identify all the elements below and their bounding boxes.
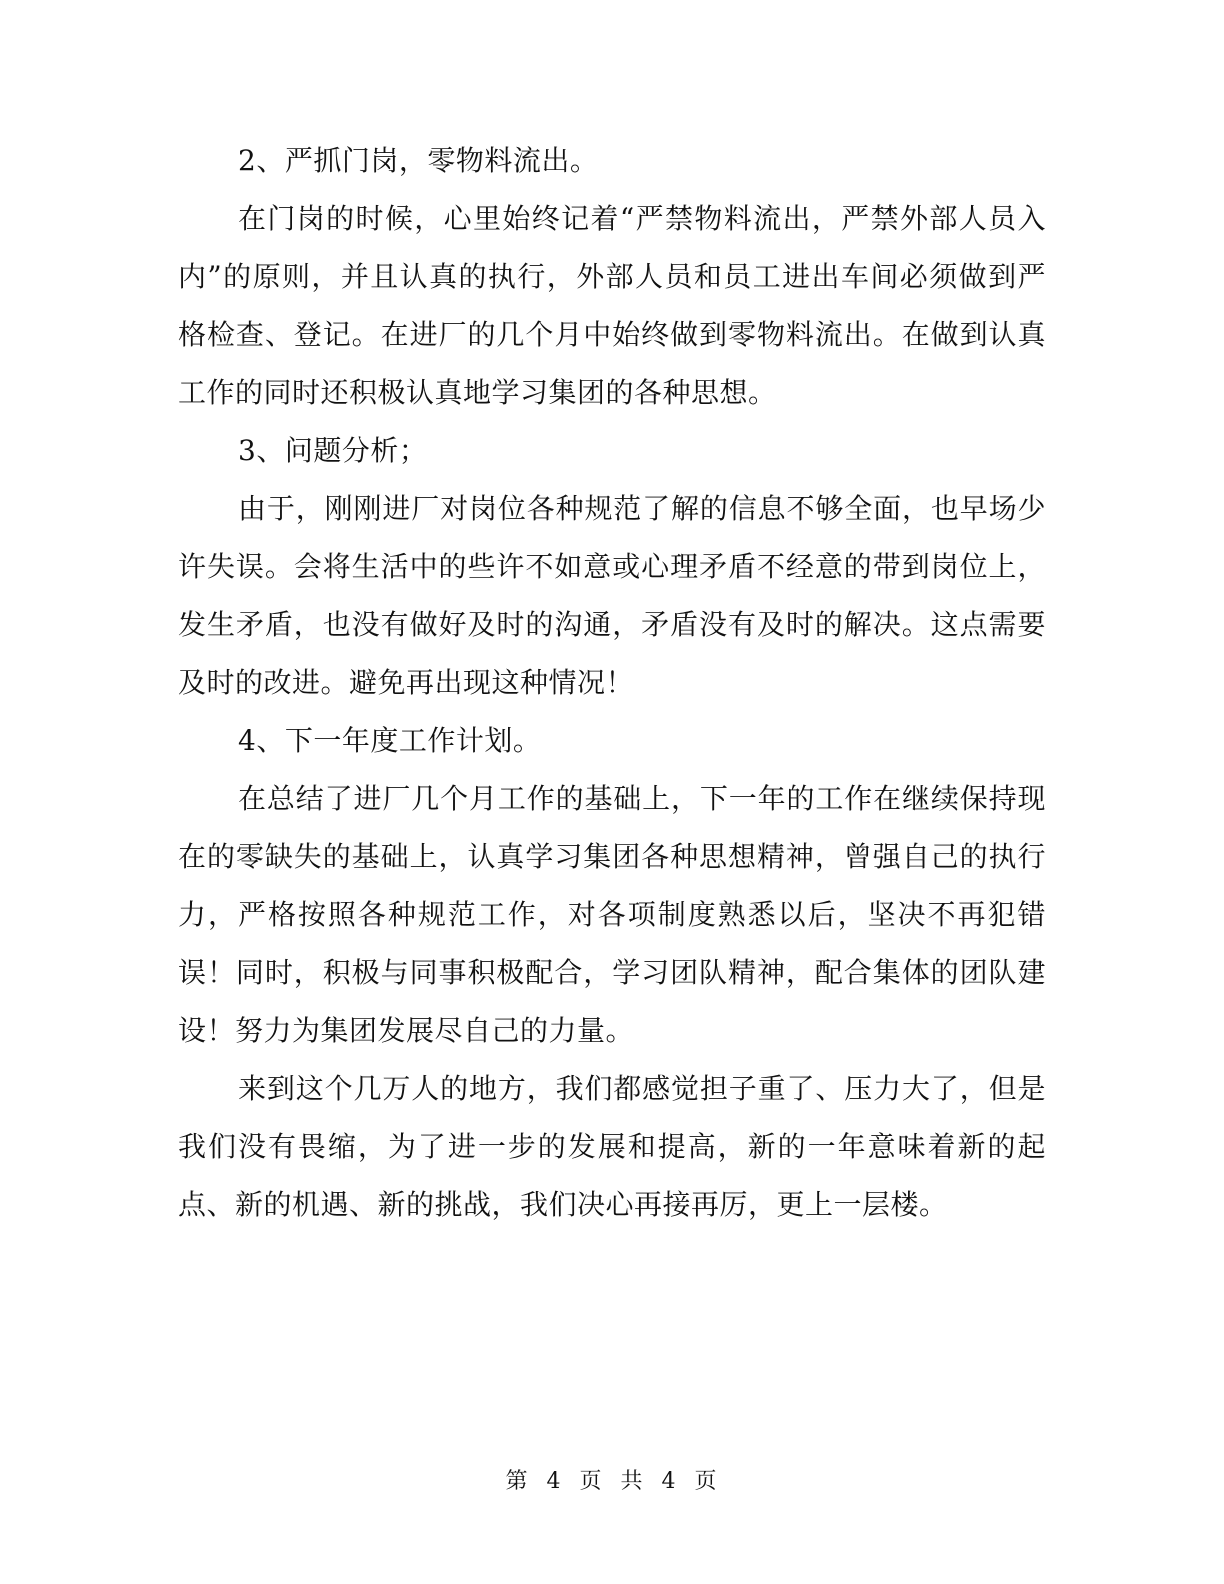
body-paragraph: 在门岗的时候，心里始终记着“严禁物料流出，严禁外部人员入内”的原则，并且认真的执行，外部人员和员工进出车间必须做到严格检查、登记。在进厂的几个月中始终做到零物料流出。在做到认真工作的同时还积极认真地学习集团的各种思想。 — [178, 202, 1046, 409]
closing-paragraph: 来到这个几万人的地方，我们都感觉担子重了、压力大了，但是我们没有畏缩，为了进一步的发展和提高，新的一年意味着新的起点、新的机遇、新的挑战，我们决心再接再厉，更上一层楼。 — [178, 1072, 1046, 1221]
body-paragraph: 在总结了进厂几个月工作的基础上，下一年的工作在继续保持现在的零缺失的基础上，认真学习集团各种思想精神，曾强自己的执行力，严格按照各种规范工作，对各项制度熟悉以后，坚决不再犯错误！同时，积极与同事积极配合，学习团队精神，配合集体的团队建设！努力为集团发展尽自己的力量。 — [178, 782, 1046, 1047]
section-heading-3: 3、问题分析； — [238, 434, 428, 467]
page-number-footer: 第 4 页 共 4 页 — [505, 1469, 719, 1494]
section-heading-4: 4、下一年度工作计划。 — [238, 724, 542, 757]
section-heading-2: 2、严抓门岗，零物料流出。 — [238, 144, 599, 177]
body-paragraph: 由于，刚刚进厂对岗位各种规范了解的信息不够全面，也早场少许失误。会将生活中的些许不如意或心理矛盾不经意的带到岗位上，发生矛盾，也没有做好及时的沟通，矛盾没有及时的解决。这点需要及时的改进。避免再出现这种情况！ — [178, 492, 1046, 699]
document-body — [178, 132, 1046, 1234]
